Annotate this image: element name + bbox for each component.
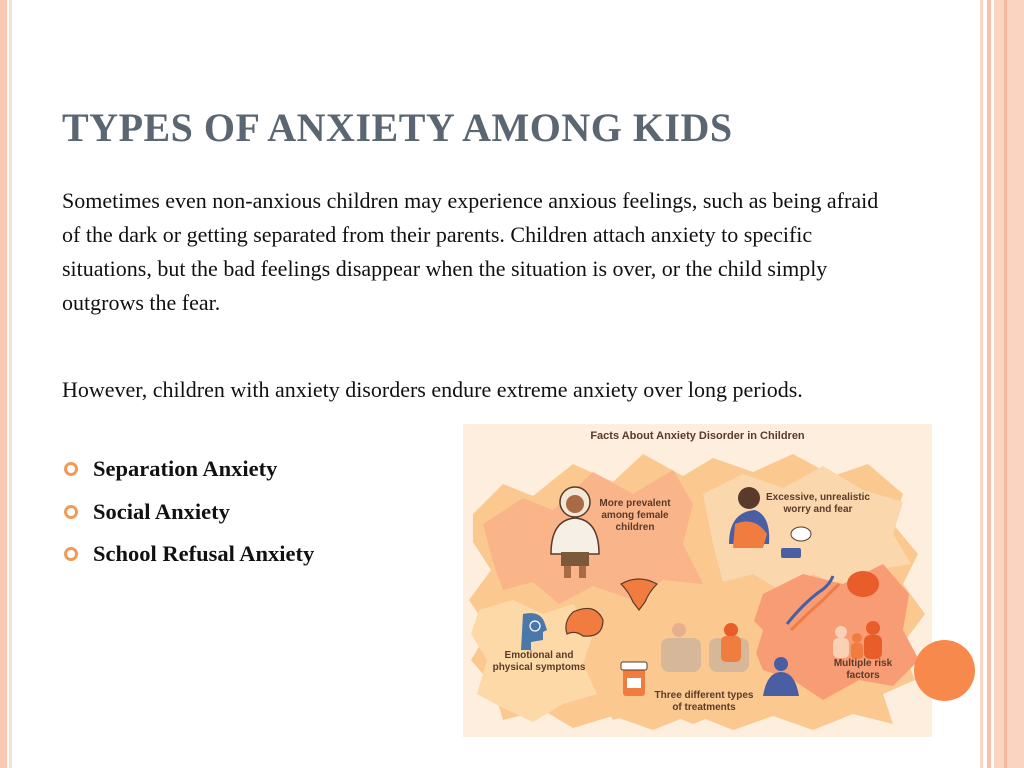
anxiety-types-list bbox=[62, 448, 462, 576]
disorder-paragraph: However, children with anxiety disorders endure extreme anxiety over long periods. bbox=[62, 377, 803, 402]
list-item bbox=[62, 491, 462, 534]
right-border-stripe bbox=[980, 0, 983, 768]
right-border-band bbox=[994, 0, 1024, 768]
intro-paragraph: Sometimes even non-anxious children may experience anxious feelings, such as being afraid of the dark or getting separated from their parents. Children attach anxiety to specific situations, but the bad feelings disappear when the situation is over, or the child simply outgrows the fear. bbox=[62, 188, 879, 315]
fact-symptoms-label: Emotional and physical symptoms bbox=[492, 650, 586, 673]
pill-bottle-illustration bbox=[621, 662, 647, 696]
left-border-stripe-inner bbox=[9, 0, 12, 768]
list-item-label: Social Anxiety bbox=[93, 498, 230, 524]
slide-title: TYPES OF ANXIETY AMONG KIDS bbox=[62, 105, 733, 150]
decorative-circle bbox=[914, 640, 975, 701]
ring-bullet-icon bbox=[64, 547, 78, 561]
fact-treatments-label: Three different types of treatments bbox=[654, 690, 754, 713]
infographic-title: Facts About Anxiety Disorder in Children bbox=[590, 430, 805, 442]
left-border-stripe bbox=[0, 0, 7, 768]
list-item bbox=[62, 448, 462, 491]
ring-bullet-icon bbox=[64, 462, 78, 476]
right-border-stripe bbox=[1004, 0, 1007, 768]
anxiety-facts-infographic bbox=[463, 424, 932, 737]
brain-illustration bbox=[847, 571, 879, 597]
list-item-label: Separation Anxiety bbox=[93, 456, 278, 482]
right-border-stripe bbox=[987, 0, 991, 768]
fact-female-label: More prevalent among female children bbox=[599, 498, 671, 533]
list-item-label: School Refusal Anxiety bbox=[93, 541, 315, 567]
list-item bbox=[62, 533, 462, 576]
fact-risk-label: Multiple risk factors bbox=[833, 658, 893, 681]
ring-bullet-icon bbox=[64, 505, 78, 519]
fact-worry-label: Excessive, unrealistic worry and fear bbox=[766, 492, 870, 515]
